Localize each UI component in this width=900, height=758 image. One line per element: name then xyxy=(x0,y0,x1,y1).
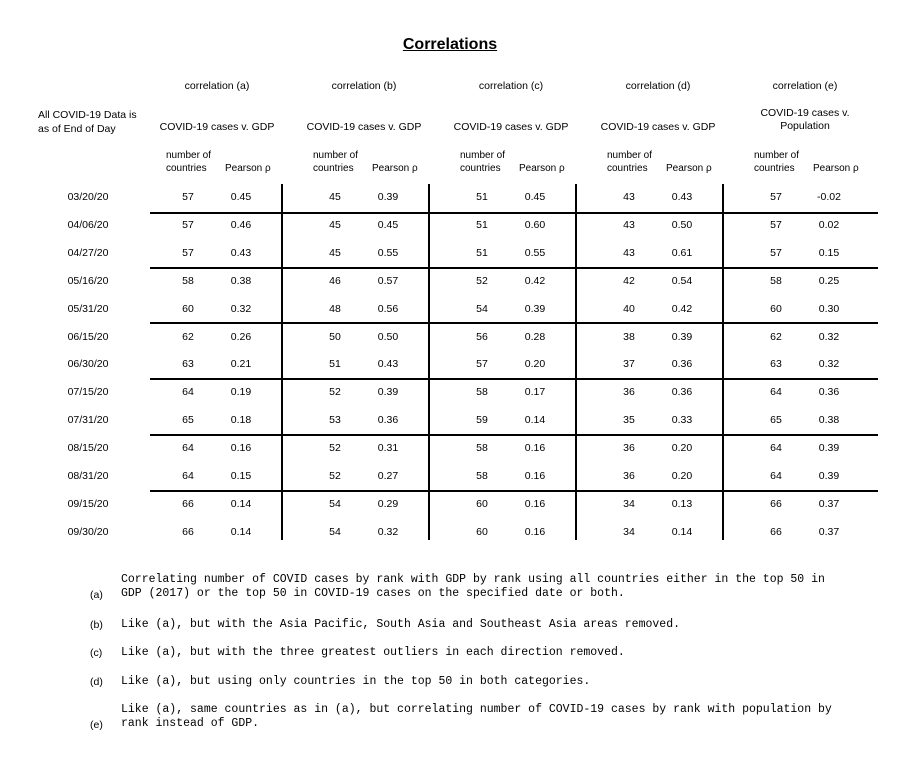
pearson-cell: 0.37 xyxy=(818,497,840,510)
count-cell: 57 xyxy=(182,246,194,259)
pearson-cell: 0.54 xyxy=(671,274,693,287)
comparison-label: COVID-19 cases v. Population xyxy=(760,107,850,132)
pearson-cell: 0.39 xyxy=(377,386,399,399)
column-divider xyxy=(428,184,430,540)
table-rule xyxy=(150,490,878,492)
count-cell: 54 xyxy=(476,302,488,315)
pearson-cell: 0.57 xyxy=(377,274,399,287)
count-column-header: number of countries xyxy=(460,150,506,174)
footnote-label: (a) xyxy=(90,589,103,601)
row-date: 07/15/20 xyxy=(67,386,109,399)
pearson-cell: 0.28 xyxy=(524,330,546,343)
count-cell: 40 xyxy=(623,302,635,315)
pearson-cell: 0.55 xyxy=(524,246,546,259)
pearson-cell: 0.38 xyxy=(818,414,840,427)
correlation-header: correlation (a) xyxy=(184,80,250,92)
pearson-cell: 0.61 xyxy=(671,246,693,259)
pearson-cell: 0.31 xyxy=(377,442,399,455)
correlation-header: correlation (c) xyxy=(478,80,544,92)
pearson-cell: 0.32 xyxy=(818,358,840,371)
pearson-cell: 0.50 xyxy=(671,218,693,231)
count-cell: 64 xyxy=(770,442,782,455)
pearson-cell: 0.16 xyxy=(524,525,546,538)
pearson-cell: 0.39 xyxy=(818,470,840,482)
pearson-cell: 0.46 xyxy=(230,218,252,231)
row-date: 05/16/20 xyxy=(67,274,109,287)
count-cell: 52 xyxy=(329,386,341,399)
row-date: 06/15/20 xyxy=(67,330,109,343)
count-cell: 58 xyxy=(476,386,488,399)
pearson-cell: 0.39 xyxy=(524,302,546,315)
count-cell: 58 xyxy=(770,274,782,287)
count-cell: 60 xyxy=(770,302,782,315)
count-cell: 34 xyxy=(623,497,635,510)
pearson-cell: 0.16 xyxy=(524,442,546,455)
footnote-label: (e) xyxy=(90,719,103,731)
pearson-cell: 0.29 xyxy=(377,497,399,510)
table-rule xyxy=(150,267,878,269)
row-date: 09/30/20 xyxy=(67,525,109,538)
pearson-cell: 0.17 xyxy=(524,386,546,399)
footnote-text: Like (a), same countries as in (a), but correlating number of COVID-19 cases by rank with population by rank instead of GDP. xyxy=(121,703,832,730)
count-column-header: number of countries xyxy=(607,150,653,174)
count-cell: 51 xyxy=(476,191,488,203)
pearson-cell: 0.50 xyxy=(377,330,399,343)
count-cell: 66 xyxy=(770,525,782,538)
count-cell: 43 xyxy=(623,218,635,231)
count-cell: 57 xyxy=(770,246,782,259)
pearson-cell: 0.20 xyxy=(524,358,546,371)
row-date: 05/31/20 xyxy=(67,302,109,315)
pearson-cell: 0.39 xyxy=(671,330,693,343)
count-column-header: number of countries xyxy=(313,150,359,174)
footnote-text: Correlating number of COVID cases by rank with GDP by rank using all countries either in the top 50 in GDP (2017) or the top 50 in COVID-19 cases on the specified date or both. xyxy=(121,573,825,600)
count-column-header: number of countries xyxy=(166,150,212,174)
pearson-column-header: Pearson ρ xyxy=(813,163,859,174)
row-date: 07/31/20 xyxy=(67,414,109,427)
count-cell: 65 xyxy=(770,414,782,427)
table-rule xyxy=(150,212,878,214)
row-date: 04/27/20 xyxy=(67,246,109,259)
pearson-cell: 0.36 xyxy=(377,414,399,427)
row-date: 09/15/20 xyxy=(67,497,109,510)
table-rule xyxy=(150,434,878,436)
count-cell: 50 xyxy=(329,330,341,343)
count-cell: 59 xyxy=(476,414,488,427)
column-divider xyxy=(575,184,577,540)
count-cell: 54 xyxy=(329,497,341,510)
count-cell: 38 xyxy=(623,330,635,343)
count-cell: 53 xyxy=(329,414,341,427)
footnote-label: (c) xyxy=(90,647,103,659)
footnote-label: (d) xyxy=(90,676,103,688)
comparison-label: COVID-19 cases v. GDP xyxy=(159,121,275,133)
comparison-label: COVID-19 cases v. GDP xyxy=(306,121,422,133)
count-cell: 60 xyxy=(476,497,488,510)
count-cell: 57 xyxy=(770,191,782,203)
pearson-cell: 0.13 xyxy=(671,497,693,510)
pearson-cell: 0.16 xyxy=(230,442,252,455)
count-cell: 64 xyxy=(770,386,782,399)
count-cell: 57 xyxy=(182,191,194,203)
pearson-cell: 0.36 xyxy=(671,386,693,399)
count-cell: 45 xyxy=(329,218,341,231)
count-cell: 65 xyxy=(182,414,194,427)
count-cell: 51 xyxy=(329,358,341,371)
pearson-cell: 0.19 xyxy=(230,386,252,399)
pearson-cell: 0.14 xyxy=(230,497,252,510)
count-cell: 37 xyxy=(623,358,635,371)
pearson-cell: 0.39 xyxy=(818,442,840,455)
count-cell: 48 xyxy=(329,302,341,315)
table-rule xyxy=(150,378,878,380)
pearson-cell: 0.20 xyxy=(671,442,693,455)
count-cell: 60 xyxy=(182,302,194,315)
row-date: 08/31/20 xyxy=(67,470,109,482)
pearson-cell: 0.36 xyxy=(818,386,840,399)
count-cell: 64 xyxy=(182,386,194,399)
row-date: 06/30/20 xyxy=(67,358,109,371)
count-cell: 57 xyxy=(476,358,488,371)
count-column-header: number of countries xyxy=(754,150,800,174)
count-cell: 66 xyxy=(182,497,194,510)
pearson-cell: 0.32 xyxy=(377,525,399,538)
count-cell: 56 xyxy=(476,330,488,343)
page-title: Correlations xyxy=(402,36,498,53)
count-cell: 34 xyxy=(623,525,635,538)
count-cell: 63 xyxy=(182,358,194,371)
pearson-column-header: Pearson ρ xyxy=(225,163,271,174)
pearson-cell: 0.27 xyxy=(377,470,399,482)
count-cell: 62 xyxy=(770,330,782,343)
pearson-cell: 0.32 xyxy=(818,330,840,343)
pearson-cell: 0.32 xyxy=(230,302,252,315)
pearson-cell: 0.36 xyxy=(671,358,693,371)
column-divider xyxy=(281,184,283,540)
pearson-cell: 0.15 xyxy=(818,246,840,259)
footnote-label: (b) xyxy=(90,619,103,631)
count-cell: 57 xyxy=(182,218,194,231)
pearson-cell: 0.43 xyxy=(377,358,399,371)
pearson-cell: 0.30 xyxy=(818,302,840,315)
count-cell: 58 xyxy=(476,470,488,482)
count-cell: 51 xyxy=(476,246,488,259)
pearson-cell: 0.43 xyxy=(671,191,693,203)
count-cell: 46 xyxy=(329,274,341,287)
pearson-cell: 0.33 xyxy=(671,414,693,427)
pearson-column-header: Pearson ρ xyxy=(666,163,712,174)
count-cell: 42 xyxy=(623,274,635,287)
pearson-cell: 0.26 xyxy=(230,330,252,343)
count-cell: 43 xyxy=(623,246,635,259)
pearson-cell: 0.39 xyxy=(377,191,399,203)
pearson-cell: 0.37 xyxy=(818,525,840,538)
comparison-label: COVID-19 cases v. GDP xyxy=(600,121,716,133)
correlation-header: correlation (d) xyxy=(625,80,691,92)
pearson-cell: -0.02 xyxy=(817,191,841,203)
comparison-label: COVID-19 cases v. GDP xyxy=(453,121,569,133)
count-cell: 45 xyxy=(329,191,341,203)
correlation-header: correlation (e) xyxy=(772,80,838,92)
count-cell: 52 xyxy=(329,470,341,482)
count-cell: 58 xyxy=(182,274,194,287)
pearson-cell: 0.14 xyxy=(524,414,546,427)
footnote-text: Like (a), but with the Asia Pacific, South Asia and Southeast Asia areas removed. xyxy=(121,618,680,631)
pearson-cell: 0.38 xyxy=(230,274,252,287)
pearson-column-header: Pearson ρ xyxy=(372,163,418,174)
pearson-cell: 0.56 xyxy=(377,302,399,315)
count-cell: 66 xyxy=(770,497,782,510)
pearson-cell: 0.18 xyxy=(230,414,252,427)
count-cell: 57 xyxy=(770,218,782,231)
pearson-cell: 0.55 xyxy=(377,246,399,259)
pearson-cell: 0.43 xyxy=(230,246,252,259)
count-cell: 52 xyxy=(329,442,341,455)
count-cell: 64 xyxy=(182,442,194,455)
count-cell: 36 xyxy=(623,442,635,455)
pearson-cell: 0.25 xyxy=(818,274,840,287)
count-cell: 60 xyxy=(476,525,488,538)
row-date: 03/20/20 xyxy=(67,191,109,203)
pearson-cell: 0.42 xyxy=(524,274,546,287)
count-cell: 64 xyxy=(770,470,782,482)
pearson-cell: 0.42 xyxy=(671,302,693,315)
count-cell: 45 xyxy=(329,246,341,259)
correlation-header: correlation (b) xyxy=(331,80,397,92)
count-cell: 62 xyxy=(182,330,194,343)
count-cell: 64 xyxy=(182,470,194,482)
pearson-cell: 0.16 xyxy=(524,497,546,510)
row-date: 08/15/20 xyxy=(67,442,109,455)
pearson-cell: 0.15 xyxy=(230,470,252,482)
pearson-cell: 0.02 xyxy=(818,218,840,231)
pearson-cell: 0.60 xyxy=(524,218,546,231)
pearson-cell: 0.21 xyxy=(230,358,252,371)
count-cell: 43 xyxy=(623,191,635,203)
pearson-column-header: Pearson ρ xyxy=(519,163,565,174)
count-cell: 54 xyxy=(329,525,341,538)
count-cell: 63 xyxy=(770,358,782,371)
column-divider xyxy=(722,184,724,540)
pearson-cell: 0.45 xyxy=(377,218,399,231)
pearson-cell: 0.45 xyxy=(524,191,546,203)
count-cell: 52 xyxy=(476,274,488,287)
count-cell: 35 xyxy=(623,414,635,427)
row-date: 04/06/20 xyxy=(67,218,109,231)
pearson-cell: 0.14 xyxy=(671,525,693,538)
footnote-text: Like (a), but using only countries in the top 50 in both categories. xyxy=(121,675,591,688)
pearson-cell: 0.14 xyxy=(230,525,252,538)
pearson-cell: 0.45 xyxy=(230,191,252,203)
table-rule xyxy=(150,322,878,324)
pearson-cell: 0.16 xyxy=(524,470,546,482)
count-cell: 51 xyxy=(476,218,488,231)
data-as-of-note: All COVID-19 Data is as of End of Day xyxy=(38,109,137,135)
footnote-text: Like (a), but with the three greatest outliers in each direction removed. xyxy=(121,646,625,659)
count-cell: 36 xyxy=(623,470,635,482)
count-cell: 36 xyxy=(623,386,635,399)
count-cell: 58 xyxy=(476,442,488,455)
pearson-cell: 0.20 xyxy=(671,470,693,482)
count-cell: 66 xyxy=(182,525,194,538)
